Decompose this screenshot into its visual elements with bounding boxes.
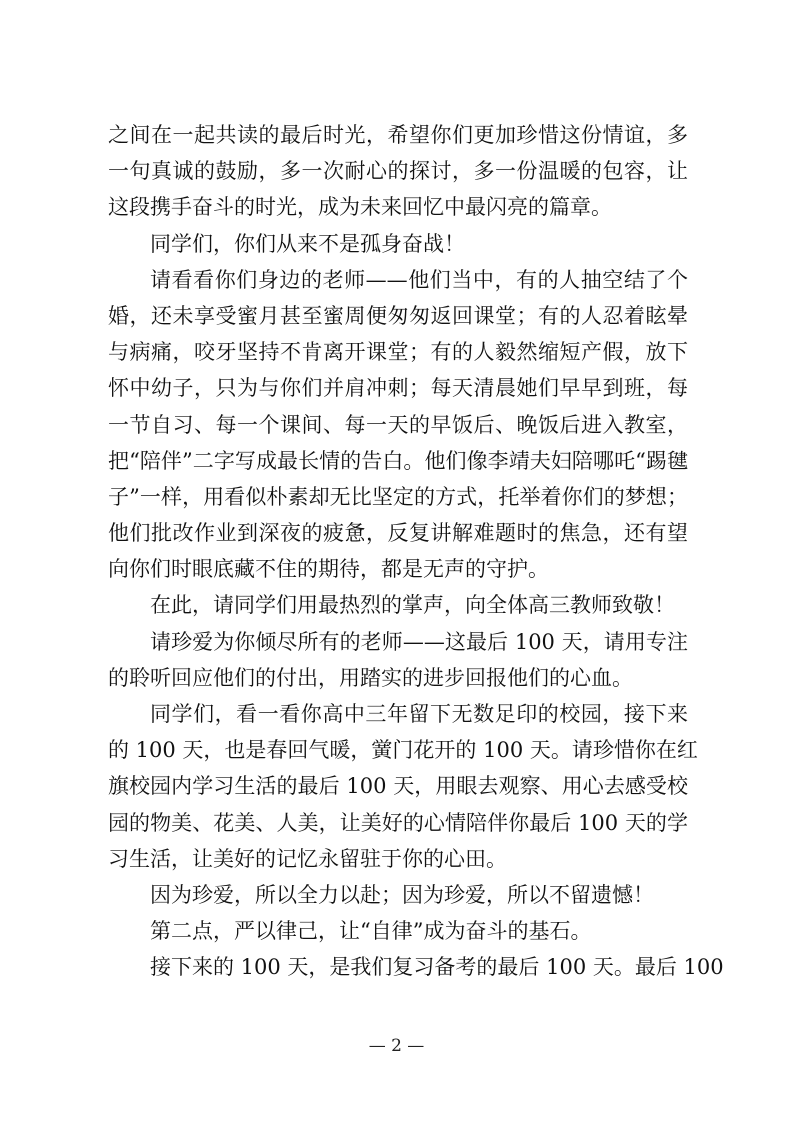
text-line: 的 100 天，也是春回气暖，黉门花开的 100 天。请珍惜你在红 — [108, 738, 698, 763]
text-line: 向你们时眼底藏不住的期待，都是无声的守护。 — [108, 557, 549, 582]
text-line: 一节自习、每一个课间、每一天的早饭后、晚饭后进入教室， — [108, 412, 688, 437]
text-line: 一句真诚的鼓励，多一次耐心的探讨，多一份温暖的包容，让 — [108, 159, 688, 184]
text-line: 怀中幼子，只为与你们并肩冲刺；每天清晨她们早早到班，每 — [108, 376, 688, 401]
page-number: — 2 — — [368, 1036, 425, 1056]
text-line: 与病痛，咬牙坚持不肯离开课堂；有的人毅然缩短产假，放下 — [108, 340, 688, 365]
text-line: 请珍爱为你倾尽所有的老师——这最后 100 天，请用专注 — [150, 629, 688, 654]
text-line: 之间在一起共读的最后时光，希望你们更加珍惜这份情谊，多 — [108, 123, 688, 147]
text-line: 第二点，严以律己，让“自律”成为奋斗的基石。 — [150, 919, 592, 944]
text-line: 园的物美、花美、人美，让美好的心情陪伴你最后 100 天的学 — [108, 810, 688, 835]
text-line: 在此，请同学们用最热烈的掌声，向全体高三教师致敬！ — [150, 593, 675, 618]
text-line: 习生活，让美好的记忆永留驻于你的心田。 — [108, 846, 507, 871]
text-line: 他们批改作业到深夜的疲惫，反复讲解难题时的焦急，还有望 — [108, 521, 688, 546]
text-line: 婚，还未享受蜜月甚至蜜周便匆匆返回课堂；有的人忍着眩晕 — [108, 303, 688, 328]
text-line: 子”一样，用看似朴素却无比坚定的方式，托举着你们的梦想； — [108, 484, 688, 509]
text-line: 把“陪伴”二字写成最长情的告白。他们像李靖夫妇陪哪吒“踢毽 — [108, 448, 688, 473]
text-line: 因为珍爱，所以全力以赴；因为珍爱，所以不留遗憾！ — [150, 882, 654, 907]
text-line: 这段携手奋斗的时光，成为未来回忆中最闪亮的篇章。 — [108, 195, 612, 220]
text-line: 的聆听回应他们的付出，用踏实的进步回报他们的心血。 — [108, 665, 633, 690]
document-body — [108, 117, 724, 986]
text-line: 同学们，看一看你高中三年留下无数足印的校园，接下来 — [150, 702, 688, 726]
text-line: 接下来的 100 天，是我们复习备考的最后 100 天。最后 100 — [150, 955, 724, 980]
text-line: 请看看你们身边的老师——他们当中，有的人抽空结了个 — [150, 267, 688, 292]
text-line: 旗校园内学习生活的最后 100 天，用眼去观察、用心去感受校 — [108, 774, 688, 799]
text-line: 同学们，你们从来不是孤身奋战！ — [150, 231, 465, 256]
